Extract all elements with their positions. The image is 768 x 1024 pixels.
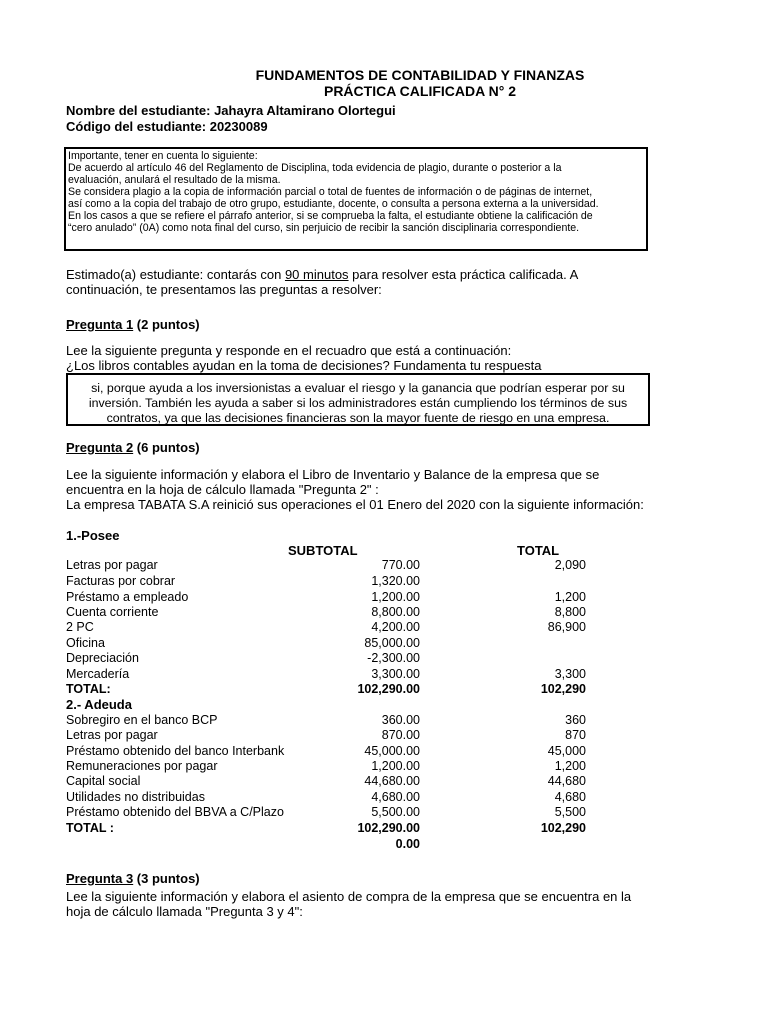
warning-line: De acuerdo al artículo 46 del Reglamento de Disciplina, toda evidencia de plagio, durante o posterior a la: [68, 162, 562, 174]
table-row: Utilidades no distribuidas 4,680.00 4,680: [66, 790, 586, 804]
table-row: Sobregiro en el banco BCP 360.00 360: [66, 713, 586, 727]
table-row: Préstamo obtenido del banco Interbank 45,000.00 45,000: [66, 744, 586, 758]
answer-line: si, porque ayuda a los inversionistas a evaluar el riesgo y la ganancia que podrían esperar por su: [91, 381, 625, 395]
question-1-heading: Pregunta 1 (2 puntos): [66, 317, 200, 332]
section-adeuda-heading: 2.- Adeuda: [66, 697, 132, 712]
question-1-instructions: Lee la siguiente pregunta y responde en el recuadro que está a continuación: ¿Los libros contables ayudan en la toma de decisiones? Fundamenta tu respuesta: [66, 343, 542, 373]
table-row: Cuenta corriente 8,800.00 8,800: [66, 605, 586, 619]
question-3-instructions: Lee la siguiente información y elabora el asiento de compra de la empresa que se encuentra en la hoja de cálculo llamada "Pregunta 3 y 4":: [66, 889, 632, 919]
question-2-instructions: Lee la siguiente información y elabora el Libro de Inventario y Balance de la empresa que se encuentra en la hoja de cálculo llamada "Pregunta 2" : La empresa TABATA S.A reinició sus operaciones el 01 Enero del 2020 con la siguiente información:: [66, 467, 644, 512]
time-limit: 90 minutos: [284, 267, 349, 282]
table-row: Depreciación -2,300.00: [66, 651, 420, 665]
question-3-heading: Pregunta 3 (3 puntos): [66, 871, 200, 886]
warning-line: En los casos a que se refiere el párrafo anterior, si se comprueba la falta, el estudiante obtiene la calificación de: [68, 210, 593, 222]
table-row: Capital social 44,680.00 44,680: [66, 774, 586, 788]
table-row: Préstamo obtenido del BBVA a C/Plazo 5,500.00 5,500: [66, 805, 586, 819]
table-row: Letras por pagar 870.00 870: [66, 728, 586, 742]
document-title: FUNDAMENTOS DE CONTABILIDAD Y FINANZAS: [255, 67, 585, 83]
section-posee-heading: 1.-Posee: [66, 528, 120, 543]
table-row: Oficina 85,000.00: [66, 636, 420, 650]
table-row: Facturas por cobrar 1,320.00: [66, 574, 420, 588]
warning-line: así como a la copia del trabajo de otro grupo, estudiante, docente, o consulta a persona externa a la universidad.: [68, 198, 599, 210]
difference-row: 0.00: [395, 837, 420, 851]
warning-line: evaluación, anulará el resultado de la misma.: [68, 174, 281, 186]
table-row: Letras por pagar 770.00 2,090: [66, 558, 586, 572]
total-column-header: TOTAL: [517, 543, 560, 558]
document-subtitle: PRÁCTICA CALIFICADA N° 2: [323, 83, 516, 99]
answer-line: inversión. También les ayuda a saber si los administradores están cumpliendo los términos de sus: [88, 396, 628, 410]
adeuda-total-row: TOTAL : 102,290.00 102,290: [66, 821, 586, 835]
table-row: Remuneraciones por pagar 1,200.00 1,200: [66, 759, 586, 773]
table-row: 2 PC 4,200.00 86,900: [66, 620, 586, 634]
warning-line: “cero anulado” (0A) como nota final del curso, sin perjuicio de recibir la sanción disciplinaria correspondiente.: [68, 222, 580, 234]
plagiarism-warning-box: [64, 147, 648, 251]
table-row: Préstamo a empleado 1,200.00 1,200: [66, 590, 586, 604]
question-2-heading: Pregunta 2 (6 puntos): [66, 440, 200, 455]
subtotal-column-header: SUBTOTAL: [288, 543, 358, 558]
warning-line: Se considera plagio a la copia de información parcial o total de fuentes de información o de páginas de internet,: [68, 186, 593, 198]
intro-paragraph: Estimado(a) estudiante: contarás con 90 minutos para resolver esta práctica calificada. A continuación, te presentamos las preguntas a resolver:: [66, 267, 579, 297]
warning-line: Importante, tener en cuenta lo siguiente:: [68, 150, 258, 162]
posee-total-row: TOTAL: 102,290.00 102,290: [66, 682, 586, 696]
question-1-answer-box[interactable]: [66, 373, 650, 426]
student-code: Código del estudiante: 20230089: [66, 119, 268, 134]
table-row: Mercadería 3,300.00 3,300: [66, 667, 586, 681]
student-name: Nombre del estudiante: Jahayra Altamirano Olortegui: [66, 103, 396, 118]
answer-line: contratos, ya que las decisiones financieras son la mayor fuente de riesgo en una empresa.: [106, 411, 610, 425]
